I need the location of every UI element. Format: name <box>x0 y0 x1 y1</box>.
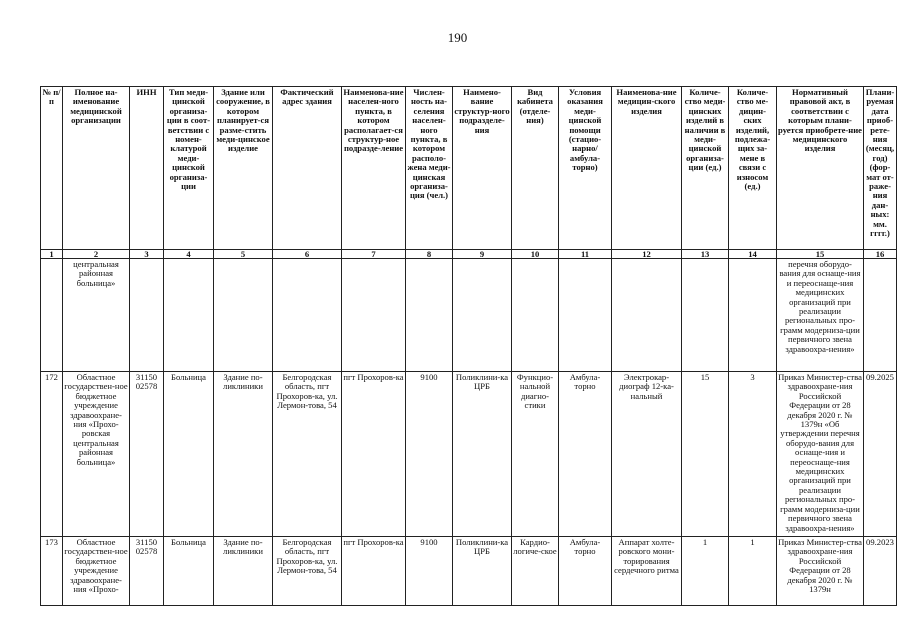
table-row <box>41 372 897 537</box>
cell-cabinet <box>512 259 559 372</box>
cell-cabinet: Кардио-логиче-ское <box>512 537 559 606</box>
cell-org-name: Областное государствен-ное бюджетное учреждение здравоохране-ния «Прохо-ровская центральная районная больница» <box>63 372 130 537</box>
column-number: 1 <box>41 250 63 259</box>
cell-subdivision: Поликлини-ка ЦРБ <box>453 372 512 537</box>
cell-org-type: Больница <box>164 372 214 537</box>
header-cell-device: Наименова-ние медицин-ского изделия <box>612 87 682 250</box>
header-cell-org-name: Полное на-именование медицинской организации <box>63 87 130 250</box>
cell-subdivision: Поликлини-ка ЦРБ <box>453 537 512 606</box>
cell-num: 172 <box>41 372 63 537</box>
cell-qty-present: 15 <box>682 372 729 537</box>
column-number: 7 <box>342 250 406 259</box>
header-cell-population: Числен-ность на-селения населен-ного пункта, в котором располо-жена меди-цинская организа-ция (чел.) <box>406 87 453 250</box>
cell-population: 9100 <box>406 537 453 606</box>
cell-address <box>273 259 342 372</box>
header-cell-subdivision: Наимено-вание структур-ного подразделе-ния <box>453 87 512 250</box>
column-number: 5 <box>214 250 273 259</box>
page-number: 190 <box>447 30 468 45</box>
header-cell-org-type: Тип меди-цинской организа-ции в соот-ветствии с номен-клатурой меди-цинской организа-ции <box>164 87 214 250</box>
column-number-row <box>41 250 897 259</box>
cell-device: Электрокар-диограф 12-ка-нальный <box>612 372 682 537</box>
column-number: 6 <box>273 250 342 259</box>
cell-device: Аппарат холте-ровского мони-торирования сердечного ритма <box>612 537 682 606</box>
cell-address: Белгородская область, пгт Прохоров-ка, ул. Лермон-това, 54 <box>273 372 342 537</box>
header-cell-building: Здание или сооружение, в котором планирует-ся размe-стить меди-цинское изделие <box>214 87 273 250</box>
cell-inn: 31150 02578 <box>130 537 164 606</box>
cell-conditions <box>559 259 612 372</box>
cell-legal-act: Приказ Министер-ства здравоохране-ния Российской Федерации от 28 декабря 2020 г. № 1379н «Об утверждении перечня оборудо-вания для оснаще-ния и переоснаще-ния медицинских организаций при реализации региональных про-грамм модерниза-ции первичного звена здравоохра-нения» <box>777 372 864 537</box>
cell-org-name: центральная районная больница» <box>63 259 130 372</box>
cell-locality <box>342 259 406 372</box>
column-number: 12 <box>612 250 682 259</box>
cell-building: Здание по-ликлиники <box>214 537 273 606</box>
cell-qty-present <box>682 259 729 372</box>
cell-cabinet: Функцио-нальной диагно-стики <box>512 372 559 537</box>
cell-qty-replace <box>729 259 777 372</box>
cell-num <box>41 259 63 372</box>
column-number: 15 <box>777 250 864 259</box>
cell-legal-act: Приказ Министер-ства здравоохране-ния Российской Федерации от 28 декабря 2020 г. № 1379н <box>777 537 864 606</box>
header-cell-qty-replace: Количе-ство ме-дицин-ских изделий, подлежа-щих за-мене в связи с износом (ед.) <box>729 87 777 250</box>
header-cell-legal-act: Нормативный правовой акт, в соответствии с которым плани-руется приобрете-ние медицинского изделия <box>777 87 864 250</box>
cell-date: 09.2025 <box>864 372 897 537</box>
header-cell-date: Плани-руемая дата приоб-рете-ния (месяц, год) (фор-мат от-раже-ния дан-ных: мм. гггг.) <box>864 87 897 250</box>
cell-population: 9100 <box>406 372 453 537</box>
cell-locality: пгт Прохоров-ка <box>342 537 406 606</box>
cell-qty-replace: 3 <box>729 372 777 537</box>
column-number: 13 <box>682 250 729 259</box>
cell-qty-replace: 1 <box>729 537 777 606</box>
header-cell-qty-present: Количе-ство меди-цинских изделий в наличии в меди-цинской организа-ции (ед.) <box>682 87 729 250</box>
cell-date: 09.2023 <box>864 537 897 606</box>
header-cell-locality: Наименова-ние населен-ного пункта, в котором располагает-ся структур-ное подразде-ление <box>342 87 406 250</box>
cell-legal-act: перечня оборудо-вания для оснаще-ния и переоснаще-ния медицинских организаций при реализации региональных про-грамм модерниза-ции первичного звена здравоохра-нения» <box>777 259 864 372</box>
column-number: 16 <box>864 250 897 259</box>
column-number: 3 <box>130 250 164 259</box>
header-cell-cabinet: Вид кабинета (отделе-ния) <box>512 87 559 250</box>
header-row <box>41 87 897 250</box>
column-number: 2 <box>63 250 130 259</box>
cell-org-name: Областное государствен-ное бюджетное учреждение здравоохране-ния «Прохо- <box>63 537 130 606</box>
column-number: 8 <box>406 250 453 259</box>
cell-date <box>864 259 897 372</box>
cell-address: Белгородская область, пгт Прохоров-ка, ул. Лермон-това, 54 <box>273 537 342 606</box>
header-cell-conditions: Условия оказания меди-цинской помощи (стацио-нарно/ амбула-торно) <box>559 87 612 250</box>
cell-qty-present: 1 <box>682 537 729 606</box>
cell-inn <box>130 259 164 372</box>
cell-device <box>612 259 682 372</box>
header-cell-address: Фактический адрес здания <box>273 87 342 250</box>
column-number: 11 <box>559 250 612 259</box>
cell-conditions: Амбула-торно <box>559 372 612 537</box>
header-cell-inn: ИНН <box>130 87 164 250</box>
cell-conditions: Амбула-торно <box>559 537 612 606</box>
cell-num: 173 <box>41 537 63 606</box>
cell-subdivision <box>453 259 512 372</box>
column-number: 4 <box>164 250 214 259</box>
column-number: 14 <box>729 250 777 259</box>
table-row-continuation <box>41 259 897 372</box>
column-number: 9 <box>453 250 512 259</box>
cell-building: Здание по-ликлиники <box>214 372 273 537</box>
cell-inn: 31150 02578 <box>130 372 164 537</box>
table-row <box>41 537 897 606</box>
cell-org-type <box>164 259 214 372</box>
cell-locality: пгт Прохоров-ка <box>342 372 406 537</box>
header-cell-num: № п/п <box>41 87 63 250</box>
cell-population <box>406 259 453 372</box>
column-number: 10 <box>512 250 559 259</box>
medical-devices-table <box>40 86 897 606</box>
cell-org-type: Больница <box>164 537 214 606</box>
cell-building <box>214 259 273 372</box>
